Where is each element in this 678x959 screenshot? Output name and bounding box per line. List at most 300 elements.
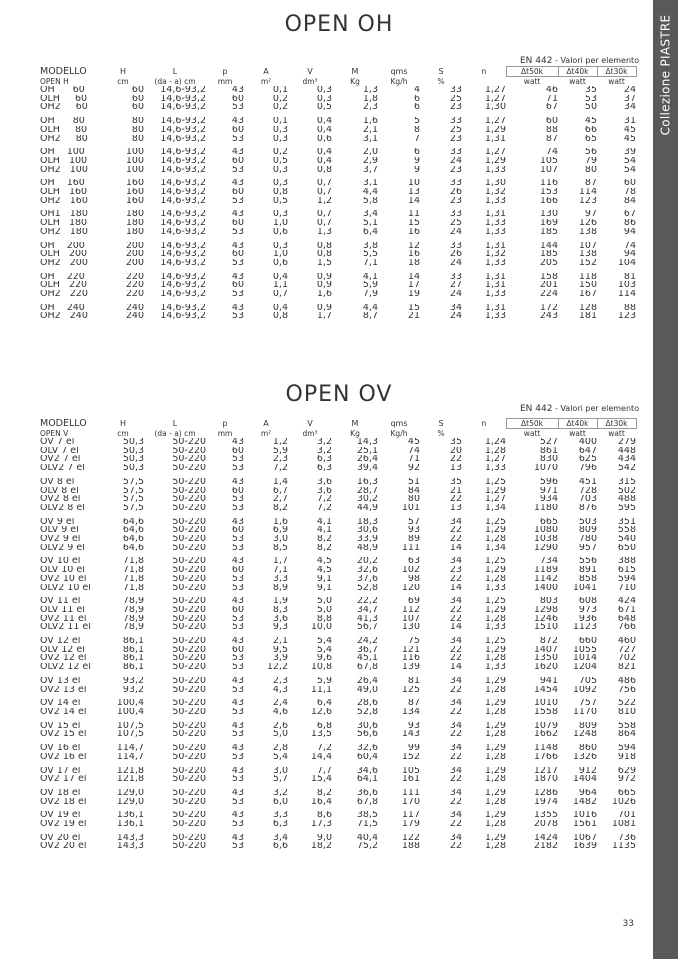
value-cell: 100,4 <box>116 699 144 708</box>
table-row <box>40 744 636 753</box>
value-cell: 1,27 <box>484 86 506 95</box>
table-row <box>40 242 636 251</box>
table-row <box>40 210 636 219</box>
model-cell: OH 80 <box>40 117 85 126</box>
value-cell: 34 <box>449 788 462 798</box>
value-cell: 81 <box>623 272 636 282</box>
value-cell: 60 <box>231 94 244 104</box>
col-unit: m² <box>260 428 272 438</box>
value-cell: 648 <box>617 614 636 624</box>
model-cell: OH 200 <box>40 241 85 251</box>
value-cell: 53 <box>231 535 244 544</box>
value-cell: 14 <box>407 272 420 282</box>
value-cell: 0,1 <box>272 117 288 126</box>
model-cell: OV2 11 el <box>40 614 87 624</box>
value-cell: 45 <box>407 438 420 447</box>
value-cell: 5,4 <box>316 637 332 646</box>
value-cell: 15 <box>407 219 420 228</box>
value-cell: 22 <box>449 707 462 717</box>
value-cell: 964 <box>578 788 597 798</box>
value-cell: 100 <box>125 148 144 157</box>
value-cell: 18 <box>407 258 420 268</box>
value-cell: 50-220 <box>172 676 206 686</box>
value-cell: 50-220 <box>172 775 206 784</box>
value-cell: 22 <box>449 654 462 664</box>
value-cell: 53 <box>231 614 244 624</box>
value-cell: 43 <box>231 766 244 776</box>
table-row <box>40 753 636 762</box>
table-row <box>40 584 636 593</box>
model-cell: OH2 100 <box>40 165 88 175</box>
value-cell: 527 <box>539 438 558 447</box>
col-header: qms <box>390 67 408 76</box>
value-cell: 0,5 <box>272 156 288 166</box>
value-cell: 50-220 <box>172 797 206 807</box>
table-row <box>40 455 636 464</box>
value-cell: 136,1 <box>116 820 144 829</box>
col-header: p <box>222 419 228 428</box>
value-cell: 14,6-93,2 <box>160 134 206 144</box>
model-cell: OV2 7 el <box>40 455 81 465</box>
value-cell: 43 <box>231 210 244 220</box>
value-cell: 5,4 <box>316 645 332 655</box>
value-cell: 34,6 <box>356 766 378 776</box>
value-cell: 71,8 <box>122 583 144 593</box>
value-cell: 14,6-93,2 <box>160 117 206 126</box>
value-cell: 701 <box>617 811 636 821</box>
model-cell: OLV 11 el <box>40 605 85 615</box>
value-cell: 14 <box>449 543 462 553</box>
value-cell: 14,6-93,2 <box>160 196 206 206</box>
value-cell: 53 <box>231 707 244 717</box>
table-row <box>40 179 636 188</box>
value-cell: 1,2 <box>272 438 288 447</box>
value-cell: 1,29 <box>484 833 506 843</box>
value-cell: 1,33 <box>484 196 506 206</box>
value-cell: 1,34 <box>484 543 506 553</box>
value-cell: 1,31 <box>484 210 506 220</box>
value-cell: 224 <box>539 290 558 299</box>
value-cell: 14,3 <box>356 438 378 447</box>
table-row <box>40 798 636 807</box>
value-cell: 3,6 <box>316 486 332 496</box>
value-cell: 60 <box>231 125 244 135</box>
ov-en-note <box>520 404 639 414</box>
value-cell: 858 <box>578 574 597 584</box>
table-row <box>40 312 636 321</box>
value-cell: 6,9 <box>272 526 288 536</box>
value-cell: 1,29 <box>484 699 506 708</box>
value-cell: 1189 <box>533 566 558 575</box>
value-cell: 1,33 <box>484 227 506 237</box>
value-cell: 34 <box>449 597 462 606</box>
value-cell: 3,0 <box>272 535 288 544</box>
value-cell: 50-220 <box>172 623 206 633</box>
value-cell: 0,4 <box>316 148 332 157</box>
value-cell: 10,0 <box>310 623 332 633</box>
value-cell: 3,4 <box>272 833 288 843</box>
value-cell: 43 <box>231 86 244 95</box>
value-cell: 14,6-93,2 <box>160 86 206 95</box>
value-cell: 180 <box>125 210 144 220</box>
value-cell: 0,1 <box>272 86 288 95</box>
value-cell: 3,1 <box>362 134 378 144</box>
value-cell: 50-220 <box>172 455 206 465</box>
value-cell: 1,8 <box>362 94 378 104</box>
value-cell: 1,29 <box>484 721 506 731</box>
value-cell: 14,6-93,2 <box>160 241 206 251</box>
value-cell: 129,0 <box>116 788 144 798</box>
value-cell: 1286 <box>533 788 558 798</box>
value-cell: 53 <box>231 685 244 695</box>
table-row <box>40 663 636 672</box>
value-cell: 14,6-93,2 <box>160 281 206 291</box>
value-cell: 50-220 <box>172 503 206 513</box>
model-cell: OV2 18 el <box>40 797 87 807</box>
value-cell: 279 <box>617 438 636 447</box>
col-unit: watt <box>523 77 541 86</box>
table-row <box>40 126 636 135</box>
col-unit <box>462 429 506 439</box>
value-cell: 315 <box>617 477 636 487</box>
model-cell: OV 18 el <box>40 788 81 798</box>
value-cell: 20 <box>449 446 462 456</box>
value-cell: 60 <box>545 117 558 126</box>
value-cell: 21 <box>449 486 462 496</box>
value-cell: 53 <box>231 503 244 513</box>
value-cell: 84 <box>623 196 636 206</box>
value-cell: 60 <box>623 179 636 189</box>
table-row <box>40 281 636 290</box>
model-cell: OV 9 el <box>40 517 75 527</box>
value-cell: 71,8 <box>122 557 144 567</box>
value-cell: 502 <box>617 486 636 496</box>
model-cell: OV 8 el <box>40 477 75 487</box>
col-header: M <box>351 419 359 428</box>
value-cell: 107,5 <box>116 730 144 740</box>
value-cell: 594 <box>617 574 636 584</box>
value-cell: 43 <box>231 637 244 646</box>
value-cell: 50-220 <box>172 583 206 593</box>
model-cell: OH1 180 <box>40 210 88 220</box>
value-cell: 27 <box>449 281 462 291</box>
value-cell: 60 <box>231 250 244 259</box>
value-cell: 1,6 <box>272 517 288 527</box>
value-cell: 114,7 <box>116 752 144 762</box>
value-cell: 60 <box>131 94 144 104</box>
oh-table-body <box>40 86 636 321</box>
value-cell: 6 <box>413 103 420 113</box>
value-cell: 20,2 <box>356 557 378 567</box>
value-cell: 3,6 <box>316 477 332 487</box>
col-unit: Kg/h <box>390 428 408 438</box>
table-row <box>40 722 636 731</box>
value-cell: 872 <box>539 637 558 646</box>
value-cell: 50-220 <box>172 788 206 798</box>
value-cell: 0,4 <box>272 272 288 282</box>
value-cell: 43 <box>231 117 244 126</box>
value-cell: 2,4 <box>272 699 288 708</box>
value-cell: 14,6-93,2 <box>160 156 206 166</box>
value-cell: 33,9 <box>356 535 378 544</box>
value-cell: 710 <box>617 583 636 593</box>
value-cell: 14,6-93,2 <box>160 312 206 322</box>
value-cell: 144 <box>539 241 558 251</box>
value-cell: 9,1 <box>316 574 332 584</box>
value-cell: 50-220 <box>172 486 206 496</box>
value-cell: 1561 <box>572 820 597 829</box>
value-cell: 3,2 <box>316 446 332 456</box>
value-cell: 60 <box>231 605 244 615</box>
value-cell: 5,9 <box>362 281 378 291</box>
value-cell: 43 <box>231 597 244 606</box>
table-row <box>40 259 636 268</box>
value-cell: 220 <box>125 281 144 291</box>
value-cell: 43 <box>231 517 244 527</box>
value-cell: 0,4 <box>316 125 332 135</box>
value-cell: 53 <box>231 752 244 762</box>
value-cell: 0,4 <box>272 303 288 313</box>
value-cell: 2,8 <box>272 744 288 753</box>
value-cell: 48,9 <box>356 543 378 553</box>
value-cell: 86,1 <box>122 645 144 655</box>
value-cell: 23 <box>449 196 462 206</box>
value-cell: 918 <box>617 752 636 762</box>
value-cell: 78,9 <box>122 614 144 624</box>
table-row <box>40 708 636 717</box>
value-cell: 1,1 <box>272 281 288 291</box>
value-cell: 0,7 <box>316 179 332 189</box>
value-cell: 35 <box>584 86 597 95</box>
value-cell: 161 <box>401 775 420 784</box>
value-cell: 629 <box>617 766 636 776</box>
value-cell: 0,3 <box>316 94 332 104</box>
value-cell: 8,2 <box>316 543 332 553</box>
value-cell: 1,33 <box>484 165 506 175</box>
value-cell: 105 <box>401 766 420 776</box>
value-cell: 0,5 <box>316 103 332 113</box>
value-cell: 64,1 <box>356 775 378 784</box>
value-cell: 79 <box>584 156 597 166</box>
table-row <box>40 487 636 496</box>
model-cell: OH2 80 <box>40 134 88 144</box>
value-cell: 80 <box>584 165 597 175</box>
value-cell: 21 <box>407 312 420 322</box>
value-cell: 43 <box>231 721 244 731</box>
value-cell: 3,1 <box>362 179 378 189</box>
value-cell: 1,4 <box>272 477 288 487</box>
value-cell: 94 <box>623 227 636 237</box>
value-cell: 33 <box>449 272 462 282</box>
value-cell: 24 <box>449 290 462 299</box>
value-cell: 160 <box>125 179 144 189</box>
table-row <box>40 250 636 259</box>
value-cell: 28,6 <box>356 699 378 708</box>
value-cell: 1170 <box>572 707 597 717</box>
ov-model-name: OPEN V <box>40 428 69 438</box>
value-cell: 1,6 <box>362 117 378 126</box>
value-cell: 14,6-93,2 <box>160 290 206 299</box>
table-row <box>40 228 636 237</box>
col-header: S <box>438 419 444 428</box>
value-cell: 25 <box>449 94 462 104</box>
value-cell: 60 <box>231 188 244 197</box>
value-cell: 665 <box>617 788 636 798</box>
value-cell: 22 <box>449 455 462 465</box>
value-cell: 86,1 <box>122 663 144 672</box>
value-cell: 3,3 <box>272 574 288 584</box>
value-cell: 556 <box>578 557 597 567</box>
value-cell: 107 <box>401 614 420 624</box>
value-cell: 50-220 <box>172 707 206 717</box>
value-cell: 43 <box>231 477 244 487</box>
value-cell: 50-220 <box>172 637 206 646</box>
value-cell: 240 <box>125 312 144 322</box>
value-cell: 50-220 <box>172 605 206 615</box>
value-cell: 86,1 <box>122 654 144 664</box>
table-row <box>40 566 636 575</box>
col-header: L <box>172 67 178 76</box>
value-cell: 53 <box>231 775 244 784</box>
value-cell: 38,5 <box>356 811 378 821</box>
value-cell: 53 <box>231 134 244 144</box>
value-cell: 1,5 <box>316 258 332 268</box>
model-cell: OV 12 el <box>40 637 81 646</box>
value-cell: 26,4 <box>356 676 378 686</box>
value-cell: 74 <box>545 148 558 157</box>
col-header: Δt40k <box>558 419 597 429</box>
value-cell: 34 <box>449 766 462 776</box>
value-cell: 50-220 <box>172 597 206 606</box>
value-cell: 1,7 <box>316 312 332 322</box>
value-cell: 71,5 <box>356 820 378 829</box>
value-cell: 9,3 <box>272 623 288 633</box>
value-cell: 1,33 <box>484 258 506 268</box>
value-cell: 1424 <box>533 833 558 843</box>
value-cell: 69 <box>407 597 420 606</box>
col-unit: Kg/h <box>390 76 408 86</box>
value-cell: 4,1 <box>316 517 332 527</box>
value-cell: 803 <box>539 597 558 606</box>
value-cell: 75,2 <box>356 842 378 852</box>
value-cell: 7,1 <box>272 566 288 575</box>
table-row <box>40 219 636 228</box>
value-cell: 16 <box>407 250 420 259</box>
value-cell: 1454 <box>533 685 558 695</box>
model-cell: OV2 16 el <box>40 752 87 762</box>
col-header: Δt50k <box>506 419 558 429</box>
value-cell: 67,8 <box>356 663 378 672</box>
table-row <box>40 535 636 544</box>
value-cell: 125 <box>401 685 420 695</box>
value-cell: 243 <box>539 312 558 322</box>
value-cell: 51 <box>407 477 420 487</box>
value-cell: 3,8 <box>362 241 378 251</box>
col-unit: (da - a) cm <box>154 428 196 438</box>
value-cell: 13 <box>449 464 462 473</box>
value-cell: 44,9 <box>356 503 378 513</box>
value-cell: 5,7 <box>272 775 288 784</box>
ov-spec-table <box>40 418 637 851</box>
value-cell: 99 <box>407 744 420 753</box>
value-cell: 167 <box>578 290 597 299</box>
value-cell: 53 <box>231 842 244 852</box>
value-cell: 64,6 <box>122 535 144 544</box>
value-cell: 15 <box>407 303 420 313</box>
value-cell: 3,9 <box>272 654 288 664</box>
value-cell: 0,2 <box>272 148 288 157</box>
value-cell: 1350 <box>533 654 558 664</box>
value-cell: 9 <box>413 156 420 166</box>
value-cell: 138 <box>578 250 597 259</box>
value-cell: 78,9 <box>122 597 144 606</box>
value-cell: 50-220 <box>172 766 206 776</box>
model-cell: OV 16 el <box>40 744 81 753</box>
value-cell: 1298 <box>533 605 558 615</box>
table-row <box>40 86 636 95</box>
value-cell: 50-220 <box>172 685 206 695</box>
value-cell: 80 <box>131 117 144 126</box>
value-cell: 7 <box>413 134 420 144</box>
col-unit: cm <box>117 428 129 438</box>
value-cell: 1,0 <box>272 250 288 259</box>
value-cell: 1,31 <box>484 303 506 313</box>
model-cell: OV 7 el <box>40 438 75 447</box>
value-cell: 22 <box>449 685 462 695</box>
value-cell: 60 <box>131 86 144 95</box>
value-cell: 5,0 <box>316 597 332 606</box>
value-cell: 728 <box>578 486 597 496</box>
value-cell: 1041 <box>572 583 597 593</box>
value-cell: 170 <box>401 797 420 807</box>
col-header: p <box>222 67 228 76</box>
value-cell: 14,6-93,2 <box>160 165 206 175</box>
col-header: H <box>119 419 126 428</box>
value-cell: 185 <box>539 250 558 259</box>
value-cell: 14,6-93,2 <box>160 258 206 268</box>
value-cell: 9 <box>413 165 420 175</box>
value-cell: 201 <box>539 281 558 291</box>
col-unit: m² <box>260 76 272 86</box>
value-cell: 34 <box>449 637 462 646</box>
value-cell: 35 <box>449 438 462 447</box>
table-row <box>40 447 636 456</box>
model-cell: OLH 200 <box>40 250 88 259</box>
value-cell: 1,31 <box>484 272 506 282</box>
value-cell: 1148 <box>533 744 558 753</box>
value-cell: 1026 <box>611 797 636 807</box>
model-cell: OLV 12 el <box>40 645 85 655</box>
value-cell: 1014 <box>572 654 597 664</box>
model-cell: OLH 160 <box>40 188 88 197</box>
value-cell: 40,4 <box>356 833 378 843</box>
value-cell: 87 <box>584 179 597 189</box>
value-cell: 101 <box>401 503 420 513</box>
value-cell: 1079 <box>533 721 558 731</box>
col-header: Δt30k <box>597 419 636 429</box>
col-unit: (da - a) cm <box>154 76 196 86</box>
value-cell: 0,7 <box>272 290 288 299</box>
value-cell: 50-220 <box>172 752 206 762</box>
value-cell: 8,3 <box>272 605 288 615</box>
value-cell: 1,25 <box>484 517 506 527</box>
value-cell: 488 <box>617 495 636 504</box>
model-cell: OV 10 el <box>40 557 81 567</box>
value-cell: 1142 <box>533 574 558 584</box>
value-cell: 33 <box>449 210 462 220</box>
value-cell: 53 <box>231 290 244 299</box>
value-cell: 117 <box>401 811 420 821</box>
